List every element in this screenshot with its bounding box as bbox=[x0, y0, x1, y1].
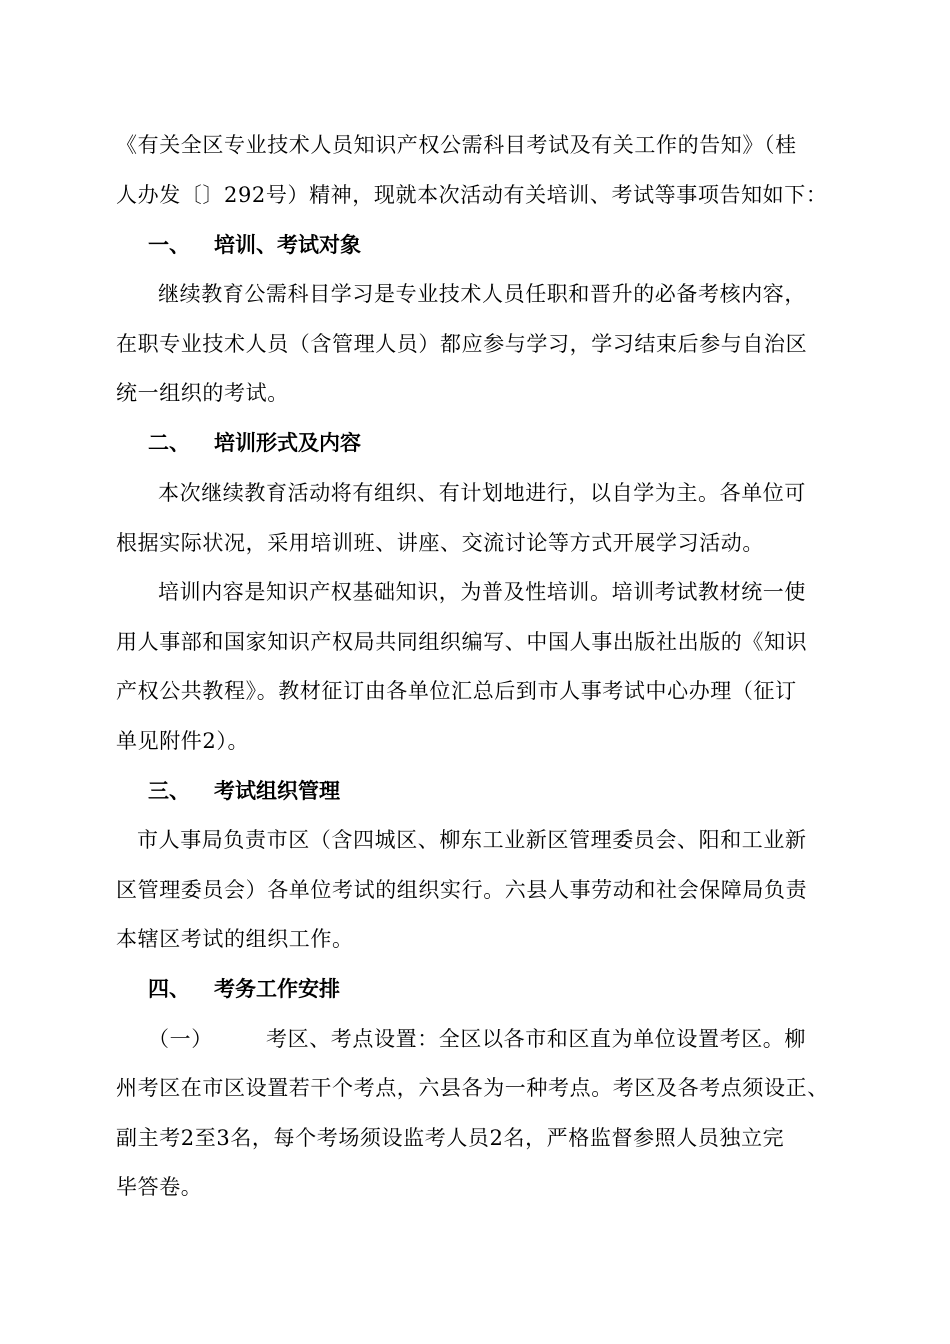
paragraph-line: 统一组织的考试。 bbox=[116, 381, 289, 405]
section-heading-3 bbox=[148, 776, 340, 806]
paragraph-line: 区管理委员会）各单位考试的组织实行。六县人事劳动和社会保障局负责 bbox=[116, 878, 808, 902]
section-title: 考试组织管理 bbox=[214, 779, 340, 803]
section-number: 四、 bbox=[148, 977, 190, 1001]
section-heading-2 bbox=[148, 428, 361, 458]
paragraph-line: 根据实际状况，采用培训班、讲座、交流讨论等方式开展学习活动。 bbox=[116, 531, 764, 555]
paragraph-line: 副主考2至3名，每个考场须设监考人员2名，严格监督参照人员独立完 bbox=[116, 1126, 785, 1150]
sub-item-number: （一） bbox=[148, 1027, 213, 1051]
paragraph-line: 继续教育公需科目学习是专业技术人员任职和晋升的必备考核内容， bbox=[158, 282, 806, 306]
sub-item-text: 考区、考点设置：全区以各市和区直为单位设置考区。柳 bbox=[266, 1027, 806, 1051]
intro-line-2: 人办发〔〕292号）精神，现就本次活动有关培训、考试等事项告知如下： bbox=[116, 183, 828, 207]
section-heading-1 bbox=[148, 230, 361, 260]
paragraph-line: 产权公共教程》。教材征订由各单位汇总后到市人事考试中心办理（征订 bbox=[116, 679, 797, 703]
sub-item-line bbox=[148, 1024, 806, 1054]
section-title: 培训、考试对象 bbox=[214, 233, 361, 257]
paragraph-line: 用人事部和国家知识产权局共同组织编写、中国人事出版社出版的《知识 bbox=[116, 630, 808, 654]
section-number: 二、 bbox=[148, 431, 190, 455]
paragraph-line: 单见附件2）。 bbox=[116, 729, 250, 753]
paragraph-line: 本辖区考试的组织工作。 bbox=[116, 927, 354, 951]
paragraph-line: 州考区在市区设置若干个考点，六县各为一种考点。考区及各考点须设正、 bbox=[116, 1076, 829, 1100]
paragraph-line: 在职专业技术人员（含管理人员）都应参与学习，学习结束后参与自治区 bbox=[116, 332, 808, 356]
intro-line-1: 《有关全区专业技术人员知识产权公需科目考试及有关工作的告知》（桂 bbox=[116, 133, 797, 157]
section-heading-4 bbox=[148, 974, 340, 1004]
section-title: 培训形式及内容 bbox=[214, 431, 361, 455]
section-number: 三、 bbox=[148, 779, 190, 803]
paragraph-line: 培训内容是知识产权基础知识，为普及性培训。培训考试教材统一使 bbox=[158, 580, 806, 604]
paragraph-line: 毕答卷。 bbox=[116, 1175, 203, 1199]
section-number: 一、 bbox=[148, 233, 190, 257]
section-title: 考务工作安排 bbox=[214, 977, 340, 1001]
paragraph-line: 市人事局负责市区（含四城区、柳东工业新区管理委员会、阳和工业新 bbox=[137, 828, 807, 852]
paragraph-line: 本次继续教育活动将有组织、有计划地进行，以自学为主。各单位可 bbox=[158, 481, 806, 505]
